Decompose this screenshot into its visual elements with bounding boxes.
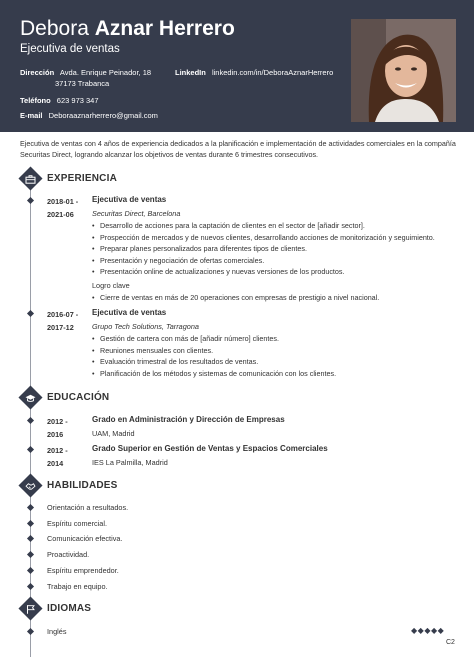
timeline-dot [27, 551, 34, 558]
skill-item: Comunicación efectiva. [47, 534, 123, 543]
list-item: • Preparar planes personalizados para diferentes tipos de clientes. [92, 243, 435, 255]
school-name: UAM, Madrid [92, 429, 135, 438]
job-duties [92, 333, 336, 379]
rating-diamond: ◆ [424, 626, 431, 635]
contact-linkedin [175, 67, 333, 78]
skill-item: Trabajo en equipo. [47, 582, 108, 591]
timeline-line-languages [30, 617, 31, 657]
skill-item: Espíritu emprendedor. [47, 566, 119, 575]
contact-email [20, 110, 158, 121]
timeline-dot [27, 446, 34, 453]
job-company: Securitas Direct, Barcelona [92, 209, 181, 218]
degree-title: Grado Superior en Gestión de Ventas y Espacios Comerciales [92, 444, 328, 453]
job-title: Ejecutiva de ventas [92, 308, 167, 317]
briefcase-icon [25, 173, 37, 185]
list-item: • Cierre de ventas en más de 20 operaciones con empresas de prestigio a nivel nacional. [92, 292, 379, 304]
timeline-dot [27, 310, 34, 317]
list-item: • Presentación online de actualizaciones y nuevas versiones de los productos. [92, 266, 435, 278]
timeline-line-experience [30, 186, 31, 390]
education-date [47, 415, 68, 441]
graduation-cap-icon [25, 392, 37, 404]
rating-diamond: ◆ [437, 626, 445, 635]
job-achievements [92, 292, 379, 304]
languages-section-icon [18, 596, 42, 620]
rating-diamond: ◆ [430, 626, 438, 635]
education-date-end: 2014 [47, 459, 64, 468]
education-date-start: 2012 - [47, 446, 68, 455]
address-label: Dirección [20, 68, 55, 77]
school-name: IES La Palmilla, Madrid [92, 458, 168, 467]
job-company: Grupo Tech Solutions, Tarragona [92, 322, 199, 331]
achievement-label: Logro clave [92, 281, 130, 290]
skill-item: Espíritu comercial. [47, 519, 108, 528]
candidate-role: Ejecutiva de ventas [20, 43, 120, 55]
language-level: C2 [446, 639, 455, 646]
email-link[interactable]: Deboraaznarherrero@gmail.com [48, 111, 158, 120]
profile-photo [351, 19, 456, 122]
education-title: EDUCACIÓN [47, 392, 110, 403]
skills-title: HABILIDADES [47, 480, 118, 491]
language-name: Inglés [47, 627, 67, 636]
timeline-dot [27, 628, 34, 635]
timeline-dot [27, 567, 34, 574]
education-date [47, 444, 68, 470]
list-item: • Reuniones mensuales con clientes. [92, 345, 336, 357]
first-name: Debora [20, 17, 89, 40]
timeline-dot [27, 520, 34, 527]
education-date-end: 2016 [47, 430, 64, 439]
contact-address [20, 67, 151, 78]
education-section-icon [18, 385, 42, 409]
job-title: Ejecutiva de ventas [92, 195, 167, 204]
job-date-start: 2018-01 - [47, 197, 79, 206]
list-item: • Desarrollo de acciones para la captación de clientes en el sector de [añadir sector]. [92, 220, 435, 232]
list-item: • Presentación y negociación de ofertas comerciales. [92, 255, 435, 267]
education-date-start: 2012 - [47, 417, 68, 426]
degree-title: Grado en Administración y Dirección de Empresas [92, 415, 285, 424]
email-label: E-mail [20, 111, 43, 120]
phone-value: 623 973 347 [56, 96, 99, 105]
candidate-name [20, 17, 235, 41]
list-item: • Gestión de cartera con más de [añadir número] clientes. [92, 333, 336, 345]
address-line2: 37173 Trabanca [55, 79, 110, 88]
skill-item: Proactividad. [47, 550, 90, 559]
experience-title: EXPERIENCIA [47, 173, 117, 184]
job-date [47, 308, 78, 334]
linkedin-label: LinkedIn [175, 68, 206, 77]
timeline-dot [27, 535, 34, 542]
job-date-end: 2021-06 [47, 210, 74, 219]
job-date-start: 2016-07 - [47, 310, 79, 319]
timeline-dot [27, 197, 34, 204]
skill-item: Orientación a resultados. [47, 503, 129, 512]
contact-phone [20, 95, 99, 106]
language-rating [411, 626, 444, 635]
timeline-dot [27, 417, 34, 424]
handshake-icon [25, 480, 37, 492]
job-duties [92, 220, 435, 278]
linkedin-link[interactable]: linkedin.com/in/DeboraAznarHerrero [211, 68, 334, 77]
flag-icon [25, 603, 37, 615]
address-line1: Avda. Enrique Peinador, 18 [59, 68, 152, 77]
job-date [47, 195, 78, 221]
timeline-dot [27, 504, 34, 511]
profile-photo-illustration [351, 19, 456, 122]
rating-diamond: ◆ [411, 626, 418, 635]
timeline-dot [27, 583, 34, 590]
list-item: • Evaluación trimestral de los resultados de ventas. [92, 356, 336, 368]
list-item: • Prospección de mercados y de nuevos clientes, desarrollando acciones de monitorización y seguimiento. [92, 232, 435, 244]
job-date-end: 2017-12 [47, 323, 74, 332]
last-name: Aznar Herrero [94, 17, 235, 40]
experience-section-icon [18, 166, 42, 190]
resume-header [0, 0, 474, 132]
rating-diamond: ◆ [417, 626, 425, 635]
list-item: • Planificación de los métodos y sistemas de comunicación con los clientes. [92, 368, 336, 380]
profile-summary: Ejecutiva de ventas con 4 años de experiencia dedicados a la planificación e implementación de actividades comerciales en la compañía Securitas Direct, logrando alcanzar los objetivos de ventas durante 6 trimestres consecutivos. [20, 139, 456, 160]
phone-label: Teléfono [20, 96, 51, 105]
skills-section-icon [18, 473, 42, 497]
languages-title: IDIOMAS [47, 603, 92, 614]
